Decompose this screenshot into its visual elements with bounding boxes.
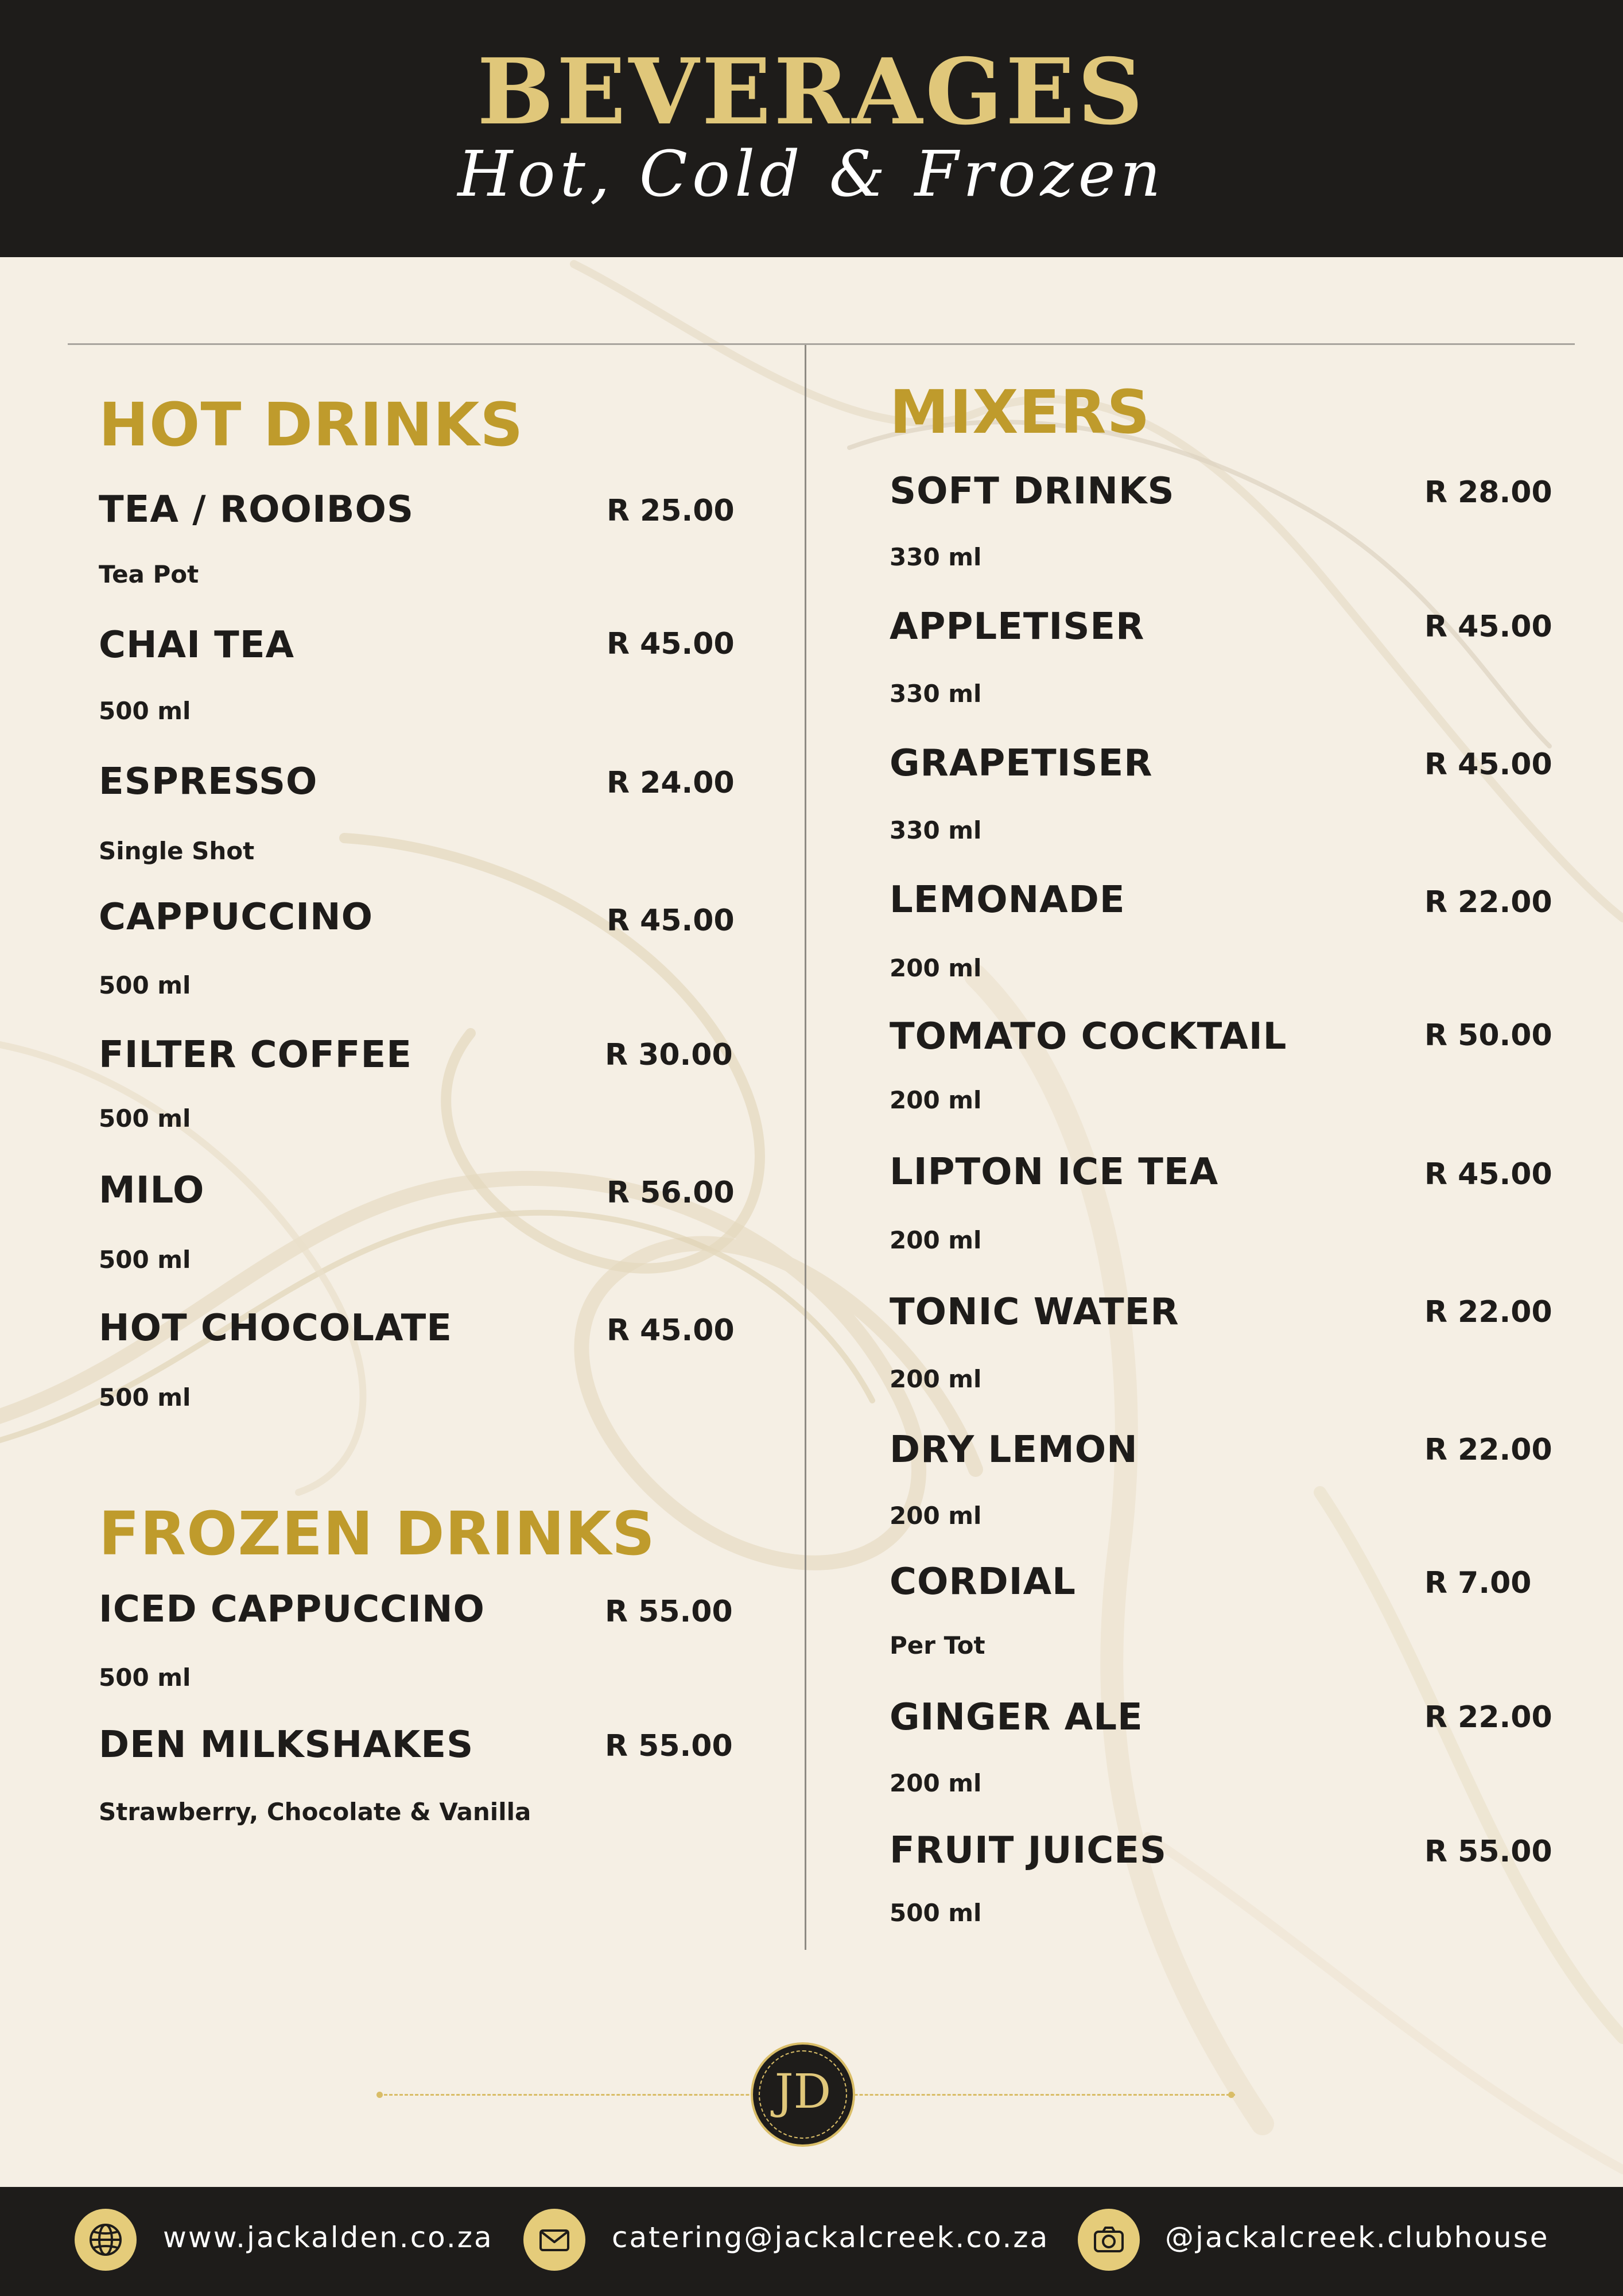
menu-item-name: CHAI TEA [99, 624, 295, 666]
menu-item-desc: Tea Pot [99, 560, 199, 588]
menu-item-desc: 200 ml [890, 1502, 982, 1530]
menu-item-desc: 500 ml [99, 971, 191, 999]
menu-item-desc: 200 ml [890, 954, 982, 982]
menu-item-price: R 45.00 [607, 1313, 735, 1348]
menu-item-desc: 330 ml [890, 816, 982, 844]
camera-icon [1078, 2209, 1140, 2271]
menu-item-price: R 30.00 [605, 1038, 733, 1072]
menu-item-desc: Per Tot [890, 1631, 985, 1659]
section-title-hot-drinks: HOT DRINKS [99, 390, 524, 460]
footer-email-link[interactable]: catering@jackalcreek.co.za [612, 2221, 1050, 2254]
menu-item-price: R 45.00 [1424, 610, 1552, 644]
menu-item-name: FILTER COFFEE [99, 1034, 412, 1076]
menu-item-desc: Single Shot [99, 837, 255, 865]
menu-item-name: GINGER ALE [890, 1696, 1143, 1739]
page-title: BEVERAGES [477, 39, 1146, 145]
menu-item-price: R 22.00 [1424, 885, 1552, 920]
menu-item-name: CORDIAL [890, 1561, 1076, 1603]
menu-item-price: R 45.00 [1424, 747, 1552, 782]
menu-item-desc: 500 ml [99, 1383, 191, 1411]
menu-item-price: R 28.00 [1424, 475, 1552, 510]
menu-item-desc: 500 ml [99, 1246, 191, 1274]
menu-item-name: LEMONADE [890, 879, 1125, 921]
menu-item-name: LIPTON ICE TEA [890, 1151, 1219, 1193]
globe-icon [75, 2209, 137, 2271]
menu-item-name: ESPRESSO [99, 761, 318, 803]
menu-item-desc: 330 ml [890, 543, 982, 571]
menu-item-name: SOFT DRINKS [890, 470, 1175, 513]
menu-item-price: R 55.00 [1424, 1835, 1552, 1869]
menu-item-name: FRUIT JUICES [890, 1829, 1167, 1872]
ornament-dot [376, 2092, 383, 2098]
menu-item-name: TOMATO COCKTAIL [890, 1015, 1287, 1058]
menu-item-price: R 55.00 [605, 1595, 733, 1629]
menu-item-desc: 200 ml [890, 1226, 982, 1254]
menu-item-price: R 45.00 [1424, 1157, 1552, 1192]
envelope-icon [523, 2209, 585, 2271]
menu-item-price: R 24.00 [607, 766, 735, 800]
menu-item-price: R 45.00 [607, 627, 735, 661]
menu-item-price: R 22.00 [1424, 1433, 1552, 1467]
menu-item-name: DRY LEMON [890, 1429, 1138, 1471]
menu-item-name: HOT CHOCOLATE [99, 1307, 452, 1349]
menu-item-price: R 55.00 [605, 1729, 733, 1763]
section-title-mixers: MIXERS [890, 377, 1151, 447]
footer-website-link[interactable]: www.jackalden.co.za [163, 2221, 494, 2254]
menu-item-desc: 500 ml [99, 1663, 191, 1692]
top-divider [68, 343, 1575, 345]
menu-item-desc: Strawberry, Chocolate & Vanilla [99, 1798, 531, 1826]
ornament-dot [1228, 2092, 1234, 2098]
menu-item-price: R 45.00 [607, 903, 735, 938]
header-banner [0, 0, 1623, 257]
brand-logo [753, 2045, 853, 2144]
menu-item-name: CAPPUCCINO [99, 896, 373, 938]
column-divider [805, 345, 806, 1950]
menu-item-price: R 22.00 [1424, 1295, 1552, 1329]
menu-item-name: ICED CAPPUCCINO [99, 1588, 485, 1631]
menu-item-name: DEN MILKSHAKES [99, 1724, 474, 1766]
menu-item-desc: 330 ml [890, 680, 982, 708]
footer-social-link[interactable]: @jackalcreek.clubhouse [1165, 2221, 1550, 2254]
menu-item-desc: 500 ml [890, 1899, 982, 1927]
menu-item-desc: 200 ml [890, 1086, 982, 1114]
menu-item-price: R 22.00 [1424, 1700, 1552, 1735]
section-title-frozen-drinks: FROZEN DRINKS [99, 1499, 655, 1569]
menu-item-desc: 500 ml [99, 697, 191, 725]
menu-item-desc: 500 ml [99, 1104, 191, 1133]
menu-item-name: MILO [99, 1169, 205, 1212]
page-subtitle: Hot, Cold & Frozen [457, 137, 1166, 211]
menu-item-name: TEA / ROOIBOS [99, 488, 414, 531]
menu-item-price: R 25.00 [607, 494, 735, 528]
menu-item-price: R 56.00 [607, 1176, 735, 1210]
menu-item-price: R 50.00 [1424, 1018, 1552, 1053]
logo-initials: JD [774, 2065, 832, 2119]
menu-item-desc: 200 ml [890, 1769, 982, 1797]
menu-item-name: TONIC WATER [890, 1291, 1179, 1333]
menu-item-desc: 200 ml [890, 1365, 982, 1393]
menu-item-name: APPLETISER [890, 606, 1145, 648]
menu-item-name: GRAPETISER [890, 742, 1153, 785]
menu-item-price: R 7.00 [1424, 1566, 1532, 1600]
